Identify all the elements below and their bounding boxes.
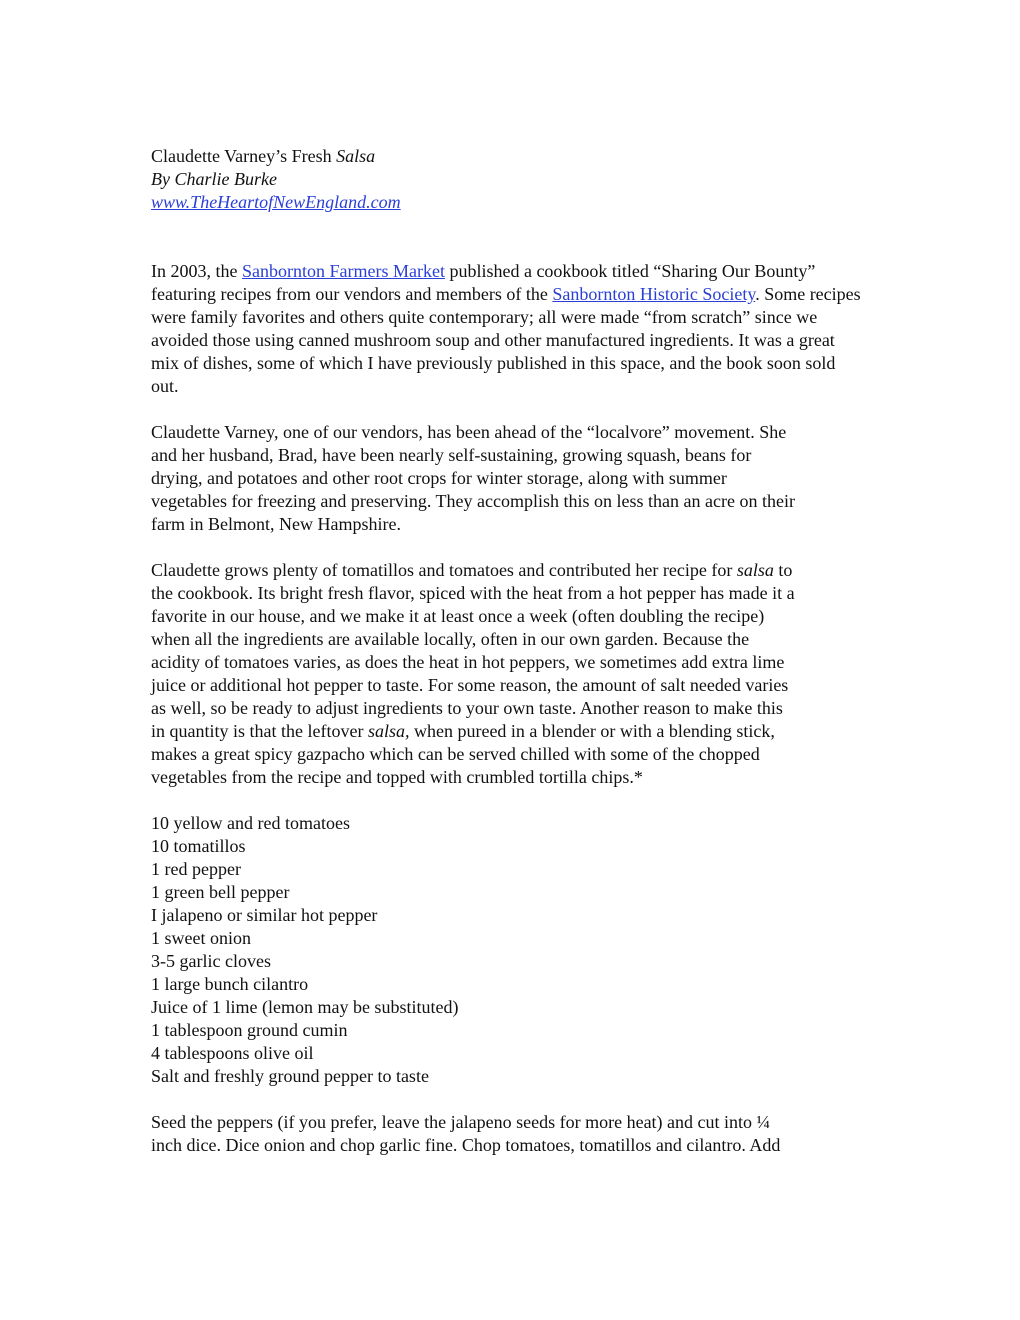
intro-line (151, 260, 951, 283)
salsa-line: the cookbook. Its bright fresh flavor, spiced with the heat from a hot pepper has made it a (151, 583, 795, 603)
salsa-line (151, 720, 951, 743)
salsa-line: acidity of tomatoes varies, as does the heat in hot peppers, we sometimes add extra lime (151, 652, 785, 672)
directions-line: Seed the peppers (if you prefer, leave the jalapeno seeds for more heat) and cut into ¼ (151, 1112, 771, 1132)
intro-line (151, 283, 951, 306)
vendor-line: and her husband, Brad, have been nearly self-sustaining, growing squash, beans for (151, 445, 752, 465)
historic-society-link[interactable]: Sanbornton Historic Society (552, 284, 756, 304)
ingredient-item: 3-5 garlic cloves (151, 951, 271, 971)
intro-line: mix of dishes, some of which I have previously published in this space, and the book soon sold (151, 353, 836, 373)
ingredient-item: I jalapeno or similar hot pepper (151, 905, 378, 925)
ingredient-item: 10 yellow and red tomatoes (151, 813, 350, 833)
directions-paragraph (151, 1111, 951, 1157)
ingredient-item: 1 red pepper (151, 859, 241, 879)
vendor-line: drying, and potatoes and other root crops for winter storage, along with summer (151, 468, 727, 488)
website-link[interactable]: www.TheHeartofNewEngland.com (151, 192, 401, 212)
byline-text: By Charlie Burke (151, 169, 277, 189)
intro-text: published a cookbook titled “Sharing Our Bounty” (444, 261, 816, 281)
directions-line: inch dice. Dice onion and chop garlic fine. Chop tomatoes, tomatillos and cilantro. Add (151, 1135, 781, 1155)
title-text: Claudette Varney’s Fresh (151, 146, 337, 166)
intro-line: avoided those using canned mushroom soup and other manufactured ingredients. It was a great (151, 330, 835, 350)
salsa-text: Claudette grows plenty of tomatillos and tomatoes and contributed her recipe for (151, 560, 737, 580)
byline (151, 168, 951, 191)
salsa-text: to (773, 560, 793, 580)
ingredient-item: Juice of 1 lime (lemon may be substituted) (151, 997, 459, 1017)
salsa-line: makes a great spicy gazpacho which can be served chilled with some of the chopped (151, 744, 760, 764)
ingredient-item: 1 large bunch cilantro (151, 974, 309, 994)
title-italic-text: Salsa (336, 146, 376, 166)
salsa-line: vegetables from the recipe and topped with crumbled tortilla chips.* (151, 767, 643, 787)
salsa-italic: salsa (736, 560, 774, 580)
intro-line: were family favorites and others quite contemporary; all were made “from scratch” since we (151, 307, 818, 327)
website-line (151, 191, 951, 214)
salsa-line (151, 559, 951, 582)
document-page (151, 145, 951, 1157)
intro-text: featuring recipes from our vendors and members of the (151, 284, 553, 304)
salsa-line: juice or additional hot pepper to taste. For some reason, the amount of salt needed varies (151, 675, 789, 695)
vendor-line: vegetables for freezing and preserving. They accomplish this on less than an acre on their (151, 491, 795, 511)
salsa-italic: salsa, (367, 721, 410, 741)
salsa-text: in quantity is that the leftover (151, 721, 368, 741)
farmers-market-link[interactable]: Sanbornton Farmers Market (241, 261, 445, 281)
vendor-line: farm in Belmont, New Hampshire. (151, 514, 401, 534)
salsa-line: favorite in our house, and we make it at least once a week (often doubling the recipe) (151, 606, 765, 626)
ingredient-item: 1 tablespoon ground cumin (151, 1020, 348, 1040)
ingredient-item: 10 tomatillos (151, 836, 246, 856)
ingredient-item: Salt and freshly ground pepper to taste (151, 1066, 429, 1086)
salsa-paragraph (151, 559, 951, 789)
salsa-text: when pureed in a blender or with a blending stick, (409, 721, 775, 741)
ingredient-list (151, 812, 951, 1088)
salsa-line: when all the ingredients are available locally, often in our own garden. Because the (151, 629, 750, 649)
ingredient-item: 4 tablespoons olive oil (151, 1043, 314, 1063)
intro-line: out. (151, 376, 179, 396)
recipe-title (151, 145, 951, 168)
intro-paragraph (151, 260, 951, 398)
vendor-line: Claudette Varney, one of our vendors, has been ahead of the “localvore” movement. She (151, 422, 787, 442)
vendor-paragraph (151, 421, 951, 536)
ingredient-item: 1 green bell pepper (151, 882, 290, 902)
intro-text: . Some recipes (755, 284, 861, 304)
salsa-line: as well, so be ready to adjust ingredients to your own taste. Another reason to make this (151, 698, 783, 718)
ingredient-item: 1 sweet onion (151, 928, 251, 948)
intro-text: In 2003, the (151, 261, 242, 281)
